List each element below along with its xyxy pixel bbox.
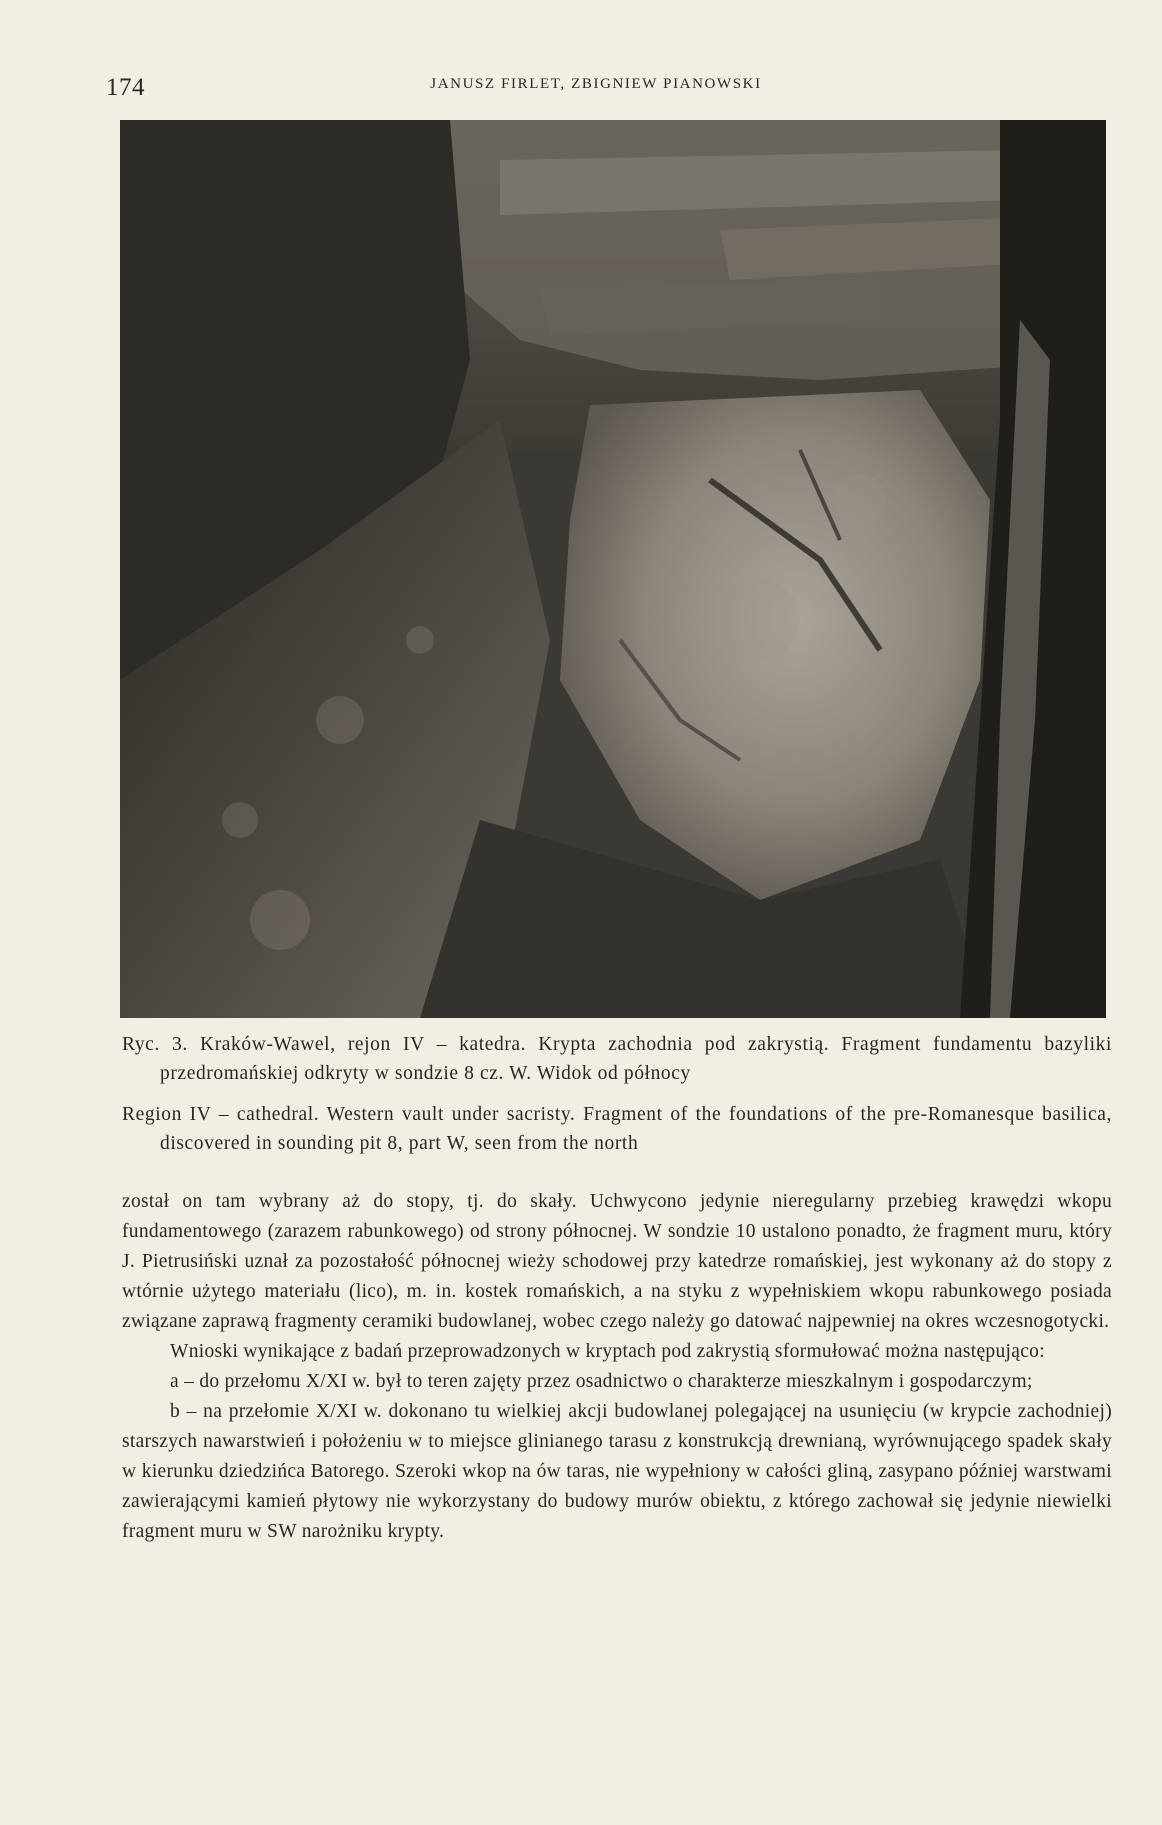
excavation-photograph [120,120,1106,1018]
figure-caption [122,1030,1112,1170]
list-item: a – do przełomu X/XI w. był to teren zajęty przez osadnictwo o charakterze mieszkalnym i gospodarczym; [170,1371,1033,1392]
body-text [122,1187,1112,1547]
running-head: JANUSZ FIRLET, ZBIGNIEW PIANOWSKI [430,76,762,92]
caption-polish: Ryc. 3. Kraków-Wawel, rejon IV – katedra. Krypta zachodnia pod zakrystią. Fragment fundamentu bazyliki przedromańskiej odkryty w sondzie 8 cz. W. Widok od północy [122,1034,1112,1084]
paragraph: Wnioski wynikające z badań przeprowadzonych w kryptach pod zakrystią sformułować można następująco: [170,1341,1045,1362]
caption-english: Region IV – cathedral. Western vault under sacristy. Fragment of the foundations of the pre-Romanesque basilica, discovered in sounding pit 8, part W, seen from the north [122,1104,1112,1154]
paragraph: został on tam wybrany aż do stopy, tj. do skały. Uchwycono jedynie nieregularny przebieg krawędzi wkopu fundamentowego (zarazem rabunkowego) od strony północnej. W sondzie 10 ustalono ponadto, że fragment muru, który J. Pietrusiński uznał za pozostałość północnej wieży schodowej przy katedrze romańskiej, jest wykonany aż do stopy z wtórnie użytego materiału (lico), m. in. kostek romańskich, a na styku z wypełniskiem wkopu rabunkowego posiada związane zaprawą fragmenty ceramiki budowlanej, wobec czego należy go datować najpewniej na okres wczesnogotycki. [122,1191,1112,1332]
page-number: 174 [106,74,145,101]
list-item: b – na przełomie X/XI w. dokonano tu wielkiej akcji budowlanej polegającej na usunięciu (w krypcie zachodniej) starszych nawarstwień i położeniu w to miejsce glinianego tarasu z konstrukcją drewnianą, wyrównującego spadek skały w kierunku dziedzińca Batorego. Szeroki wkop na ów taras, nie wypełniony w całości gliną, zasypano później warstwami zawierającymi kamień płytowy nie wykorzystany do budowy murów obiektu, z którego zachował się jedynie niewielki fragment muru w SW narożniku krypty. [122,1401,1112,1542]
